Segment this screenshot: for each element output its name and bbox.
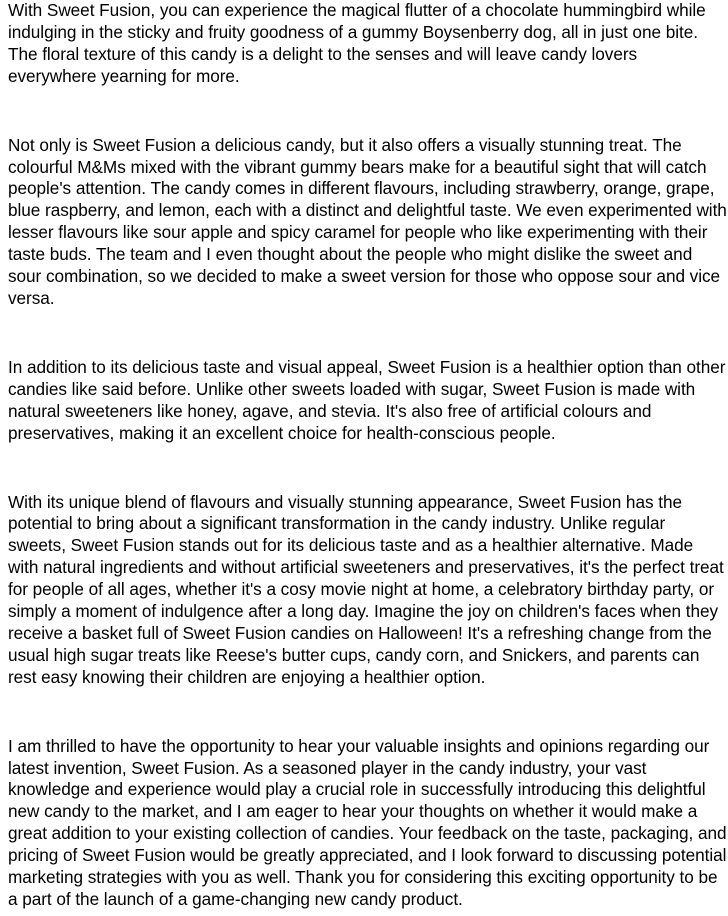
- paragraph-spacer: [8, 310, 727, 357]
- paragraph-industry-impact: With its unique blend of flavours and visually stunning appearance, Sweet Fusion has the potential to bring about a significant transformation in the candy industry. Unlike regular sweets, Sweet Fusion stands out for its delicious taste and as a healthier alternative. Made with natural ingredients and without artificial sweeteners and preservatives, it's the perfect treat for people of all ages, whether it's a cosy movie night at home, a celebratory birthday party, or simply a moment of indulgence after a long day. Imagine the joy on children's faces when they receive a basket full of Sweet Fusion candies on Halloween! It's a refreshing change from the usual high sugar treats like Reese's butter cups, candy corn, and Snickers, and parents can rest easy knowing their children are enjoying a healthier option.: [8, 491, 724, 687]
- paragraph-visual-appeal: Not only is Sweet Fusion a delicious candy, but it also offers a visually stunning treat. The colourful M&Ms mixed with the vibrant gummy bears make for a beautiful sight that will catch people's attention. The candy comes in different flavours, including strawberry, orange, grape, blue raspberry, and lemon, each with a distinct and delightful taste. We even experimented with lesser flavours like sour apple and spicy caramel for people who like experimenting with their taste buds. The team and I even thought about the people who might dislike the sweet and sour combination, so we decided to make a sweet version for those who oppose sour and vice versa.: [8, 134, 727, 308]
- paragraph-spacer: [8, 445, 727, 492]
- paragraph-intro: With Sweet Fusion, you can experience the magical flutter of a chocolate hummingbird while indulging in the sticky and fruity goodness of a gummy Boysenberry dog, all in just one bite. The floral texture of this candy is a delight to the senses and will leave candy lovers everywhere yearning for more.: [8, 0, 706, 86]
- paragraph-health: In addition to its delicious taste and visual appeal, Sweet Fusion is a healthier option than other candies like said before. Unlike other sweets loaded with sugar, Sweet Fusion is made with natural sweeteners like honey, agave, and stevia. It's also free of artificial colours and preservatives, making it an excellent choice for health-conscious people.: [8, 356, 726, 443]
- paragraph-spacer: [8, 689, 727, 736]
- paragraph-spacer: [8, 88, 727, 135]
- paragraph-closing: I am thrilled to have the opportunity to hear your valuable insights and opinions regarding our latest invention, Sweet Fusion. As a seasoned player in the candy industry, your vast knowledge and experience would play a crucial role in successfully introducing this delightful new candy to the market, and I am eager to hear your thoughts on whether it would make a great addition to your existing collection of candies. Your feedback on the taste, packaging, and pricing of Sweet Fusion would be greatly appreciated, and I look forward to discussing potential marketing strategies with you as well. Thank you for considering this exciting opportunity to be a part of the launch of a game-changing new candy product.: [8, 735, 727, 909]
- document-body: [8, 0, 727, 911]
